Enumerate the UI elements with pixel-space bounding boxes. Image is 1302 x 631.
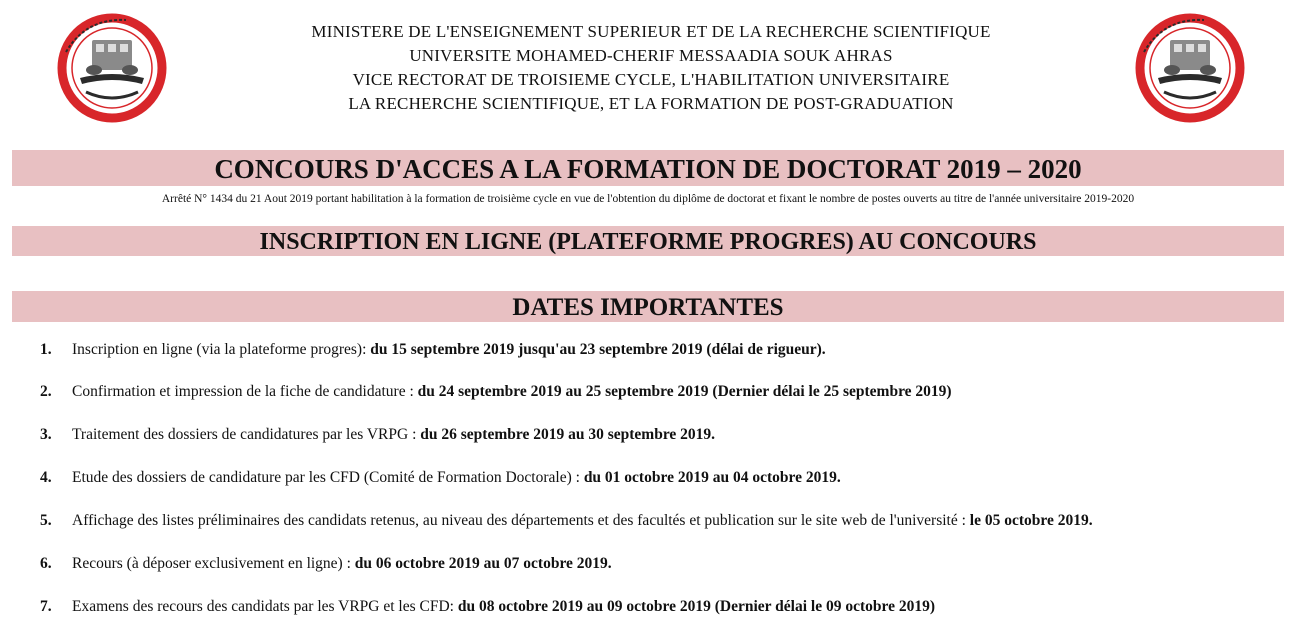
list-item [40,512,1093,530]
university-logo-left [56,12,168,124]
header-line-ministry: MINISTERE DE L'ENSEIGNEMENT SUPERIEUR ET DE LA RECHERCHE SCIENTIFIQUE [311,22,991,41]
item-number: 2. [40,383,52,400]
list-item [40,598,935,616]
item-label: Traitement des dossiers de candidatures par les VRPG : [72,426,421,443]
header-line-university: UNIVERSITE MOHAMED-CHERIF MESSAADIA SOUK AHRAS [409,46,893,65]
header-line-vice-rectorat: VICE RECTORAT DE TROISIEME CYCLE, L'HABILITATION UNIVERSITAIRE [352,70,950,89]
item-label: Etude des dossiers de candidature par les CFD (Comité de Formation Doctorale) : [72,469,584,486]
list-item [40,469,841,487]
list-item [40,426,715,444]
item-number: 7. [40,598,52,615]
item-number: 4. [40,469,52,486]
list-item [40,383,952,401]
list-item [40,341,826,359]
item-number: 1. [40,341,52,358]
item-number: 6. [40,555,52,572]
item-dates: le 05 octobre 2019. [969,512,1093,529]
page-title: CONCOURS D'ACCES A LA FORMATION DE DOCTORAT 2019 – 2020 [12,150,1284,186]
item-dates: du 15 septembre 2019 jusqu'au 23 septembre 2019 (délai de rigueur). [370,341,826,358]
item-dates: du 08 octobre 2019 au 09 octobre 2019 (Dernier délai le 09 octobre 2019) [457,598,935,615]
arrete-text: Arrêté N° 1434 du 21 Aout 2019 portant habilitation à la formation de troisième cycle en vue de l'obtention du diplôme de doctorat et fixant le nombre de postes ouverts au titre de l'année universitaire 2019-2020 [161,193,1135,205]
item-label: Affichage des listes préliminaires des candidats retenus, au niveau des départements et des facultés et publication sur le site web de l'université : [72,512,970,529]
item-dates: du 06 octobre 2019 au 07 octobre 2019. [354,555,612,572]
item-label: Inscription en ligne (via la plateforme progres): [72,341,371,358]
header-line-recherche: LA RECHERCHE SCIENTIFIQUE, ET LA FORMATION DE POST-GRADUATION [348,94,954,113]
ministry-header [220,20,1082,116]
dates-heading: DATES IMPORTANTES [12,291,1284,322]
item-dates: du 26 septembre 2019 au 30 septembre 2019. [420,426,716,443]
item-label: Confirmation et impression de la fiche de candidature : [72,383,418,400]
list-item [40,555,612,573]
item-dates: du 24 septembre 2019 au 25 septembre 2019 (Dernier délai le 25 septembre 2019) [417,383,952,400]
item-dates: du 01 octobre 2019 au 04 octobre 2019. [583,469,841,486]
item-number: 3. [40,426,52,443]
inscription-banner: INSCRIPTION EN LIGNE (PLATEFORME PROGRES) AU CONCOURS [12,226,1284,256]
item-label: Recours (à déposer exclusivement en ligne) : [72,555,355,572]
item-number: 5. [40,512,52,529]
item-label: Examens des recours des candidats par les VRPG et les CFD: [72,598,458,615]
university-logo-right [1134,12,1246,124]
